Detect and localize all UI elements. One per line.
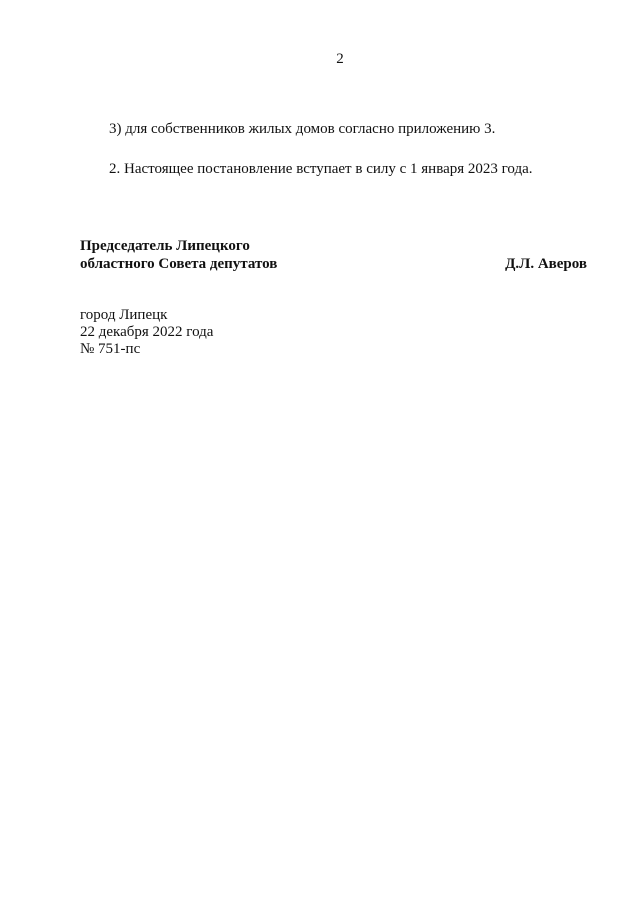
document-footer (80, 307, 213, 358)
body-paragraph-effective-date: 2. Настоящее постановление вступает в силу с 1 января 2023 года. (109, 161, 533, 177)
signatory-name: Д.Л. Аверов (505, 256, 587, 272)
footer-city: город Липецк (80, 307, 168, 323)
signatory-title-line-1: Председатель Липецкого (80, 238, 250, 254)
body-paragraph-item-3: 3) для собственников жилых домов согласно приложению 3. (109, 121, 496, 137)
footer-date: 22 декабря 2022 года (80, 324, 214, 340)
signature-block (80, 237, 587, 273)
page-number: 2 (336, 51, 344, 67)
footer-document-number: № 751-пс (80, 341, 141, 357)
signatory-row (80, 255, 587, 273)
signatory-title-line-2: областного Совета депутатов (80, 256, 278, 272)
